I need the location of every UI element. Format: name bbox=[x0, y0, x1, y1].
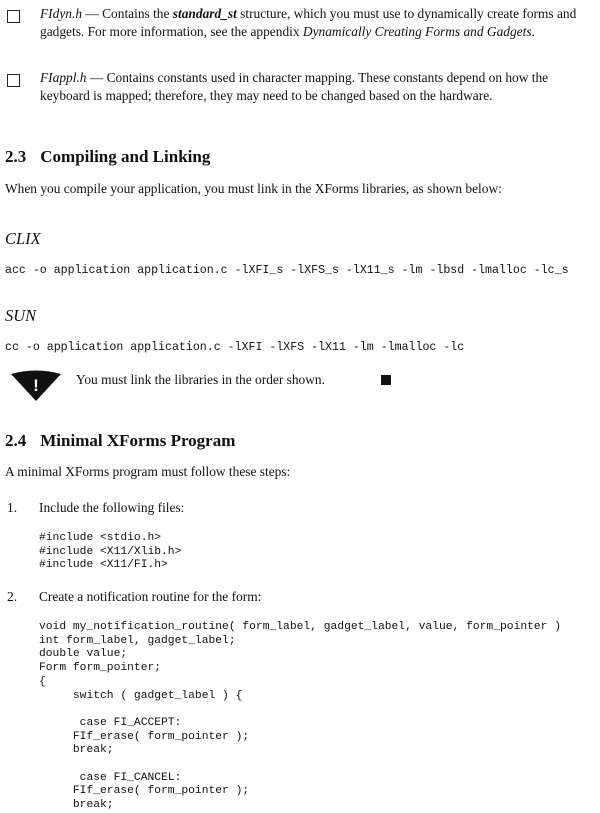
struct-name: standard_st bbox=[172, 6, 237, 21]
platform-label-sun: SUN bbox=[5, 306, 37, 325]
warning-icon bbox=[10, 370, 62, 402]
warning-text: You must link the libraries in the order shown. bbox=[76, 372, 325, 387]
bullet-fidyn: FIdyn.h — Contains the standard_st structure, which you must use to dynamically create forms and gadgets. For more information, see the appendix Dynamically Creating Forms and Gadgets. bbox=[40, 6, 577, 39]
step-text: Include the following files: bbox=[39, 500, 185, 515]
step-text: Create a notification routine for the form: bbox=[39, 589, 262, 604]
platform-label-clix: CLIX bbox=[5, 229, 41, 248]
filename: FIdyn.h bbox=[40, 6, 83, 21]
section-number: 2.3 bbox=[5, 147, 27, 166]
step-number: 1. bbox=[7, 500, 18, 515]
section-intro: A minimal XForms program must follow these steps: bbox=[5, 464, 291, 479]
end-mark-icon bbox=[381, 375, 391, 385]
bullet-checkbox bbox=[7, 10, 20, 23]
section-heading-2-3 bbox=[5, 147, 210, 167]
section-heading-2-4 bbox=[5, 431, 235, 451]
code-block-notification-routine: void my_notification_routine( form_label, gadget_label, value, form_pointer ) int form_label, gadget_label; double value; Form form_pointer; { switch ( gadget_label ) { case FI_ACCEPT: FIf_erase( form_pointer ); break; case FI_CANCEL: FIf_erase( form_pointer ); break; bbox=[39, 621, 562, 812]
step-number: 2. bbox=[7, 589, 18, 604]
section-number: 2.4 bbox=[5, 431, 27, 450]
sun-command: cc -o application application.c -lXFI -lXFS -lX11 -lm -lmalloc -lc bbox=[5, 341, 465, 354]
code-block-includes: #include <stdio.h> #include <X11/Xlib.h> #include <X11/FI.h> bbox=[39, 532, 182, 572]
appendix-ref: Dynamically Creating Forms and Gadgets bbox=[302, 24, 532, 39]
bullet-checkbox bbox=[7, 74, 20, 87]
section-title: Minimal XForms Program bbox=[40, 431, 236, 450]
svg-text:!: ! bbox=[33, 376, 39, 395]
bullet-fiappl: FIappl.h — Contains constants used in character mapping. These constants depend on how the keyboard is mapped; therefore, they may need to be changed based on the hardware. bbox=[40, 70, 549, 103]
section-intro: When you compile your application, you must link in the XForms libraries, as shown below: bbox=[5, 181, 502, 196]
filename: FIappl.h bbox=[40, 70, 87, 85]
clix-command: acc -o application application.c -lXFI_s -lXFS_s -lX11_s -lm -lbsd -lmalloc -lc_s bbox=[5, 264, 569, 277]
section-title: Compiling and Linking bbox=[40, 147, 211, 166]
